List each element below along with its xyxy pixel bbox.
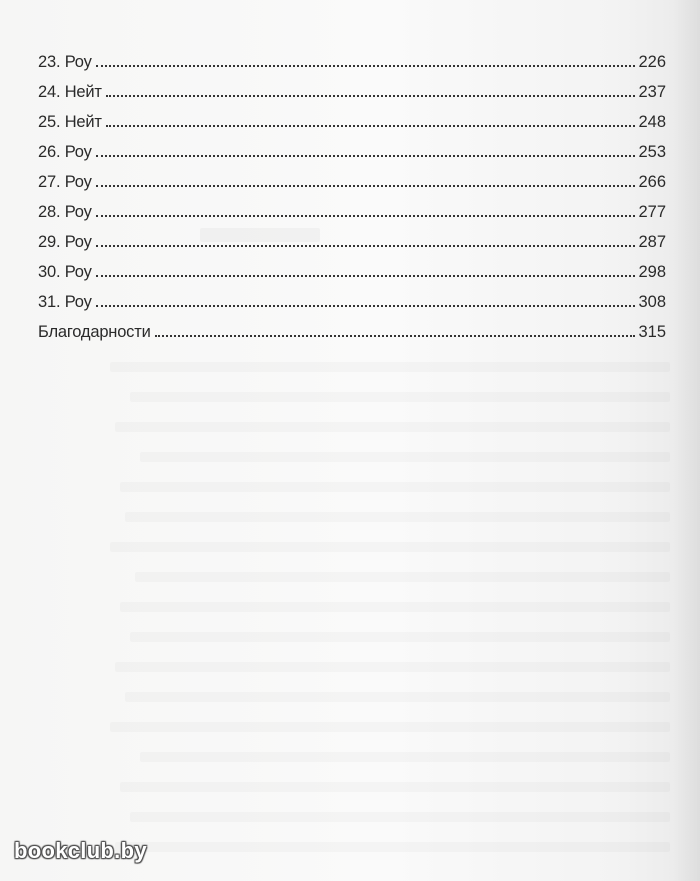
toc-entry[interactable] bbox=[38, 317, 666, 347]
toc-leader-dots bbox=[155, 335, 636, 337]
toc-entry-title: 31. Роу bbox=[38, 293, 92, 311]
toc-leader-dots bbox=[96, 65, 636, 67]
toc-leader-dots bbox=[96, 185, 636, 187]
toc-leader-dots bbox=[96, 275, 636, 277]
toc-entry[interactable] bbox=[38, 227, 666, 257]
toc-entry[interactable] bbox=[38, 47, 666, 77]
toc-entry-title: 24. Нейт bbox=[38, 83, 102, 101]
toc-entry-page: 315 bbox=[638, 323, 666, 341]
table-of-contents bbox=[38, 47, 666, 347]
toc-entry-page: 226 bbox=[638, 53, 666, 71]
page-edge-shadow bbox=[672, 0, 700, 881]
toc-entry-page: 237 bbox=[638, 83, 666, 101]
toc-entry-page: 266 bbox=[638, 173, 666, 191]
toc-entry[interactable] bbox=[38, 137, 666, 167]
toc-entry[interactable] bbox=[38, 77, 666, 107]
toc-leader-dots bbox=[96, 245, 636, 247]
toc-entry-title: 26. Роу bbox=[38, 143, 92, 161]
toc-entry-title: 28. Роу bbox=[38, 203, 92, 221]
toc-leader-dots bbox=[106, 95, 636, 97]
toc-entry-title: 23. Роу bbox=[38, 53, 92, 71]
toc-entry-page: 298 bbox=[638, 263, 666, 281]
toc-entry-page: 248 bbox=[638, 113, 666, 131]
toc-entry-page: 287 bbox=[638, 233, 666, 251]
toc-entry-title: 27. Роу bbox=[38, 173, 92, 191]
toc-entry-page: 277 bbox=[638, 203, 666, 221]
toc-entry-title: 25. Нейт bbox=[38, 113, 102, 131]
toc-entry-title: 30. Роу bbox=[38, 263, 92, 281]
toc-entry[interactable] bbox=[38, 257, 666, 287]
toc-leader-dots bbox=[96, 305, 636, 307]
toc-leader-dots bbox=[96, 155, 636, 157]
toc-entry[interactable] bbox=[38, 167, 666, 197]
toc-entry-title: 29. Роу bbox=[38, 233, 92, 251]
toc-entry-title: Благодарности bbox=[38, 323, 151, 341]
toc-entry-page: 253 bbox=[638, 143, 666, 161]
toc-leader-dots bbox=[96, 215, 636, 217]
toc-entry[interactable] bbox=[38, 107, 666, 137]
toc-entry-page: 308 bbox=[638, 293, 666, 311]
toc-entry[interactable] bbox=[38, 287, 666, 317]
toc-leader-dots bbox=[106, 125, 636, 127]
toc-entry[interactable] bbox=[38, 197, 666, 227]
watermark-logo: bookclub.by bbox=[14, 838, 147, 863]
